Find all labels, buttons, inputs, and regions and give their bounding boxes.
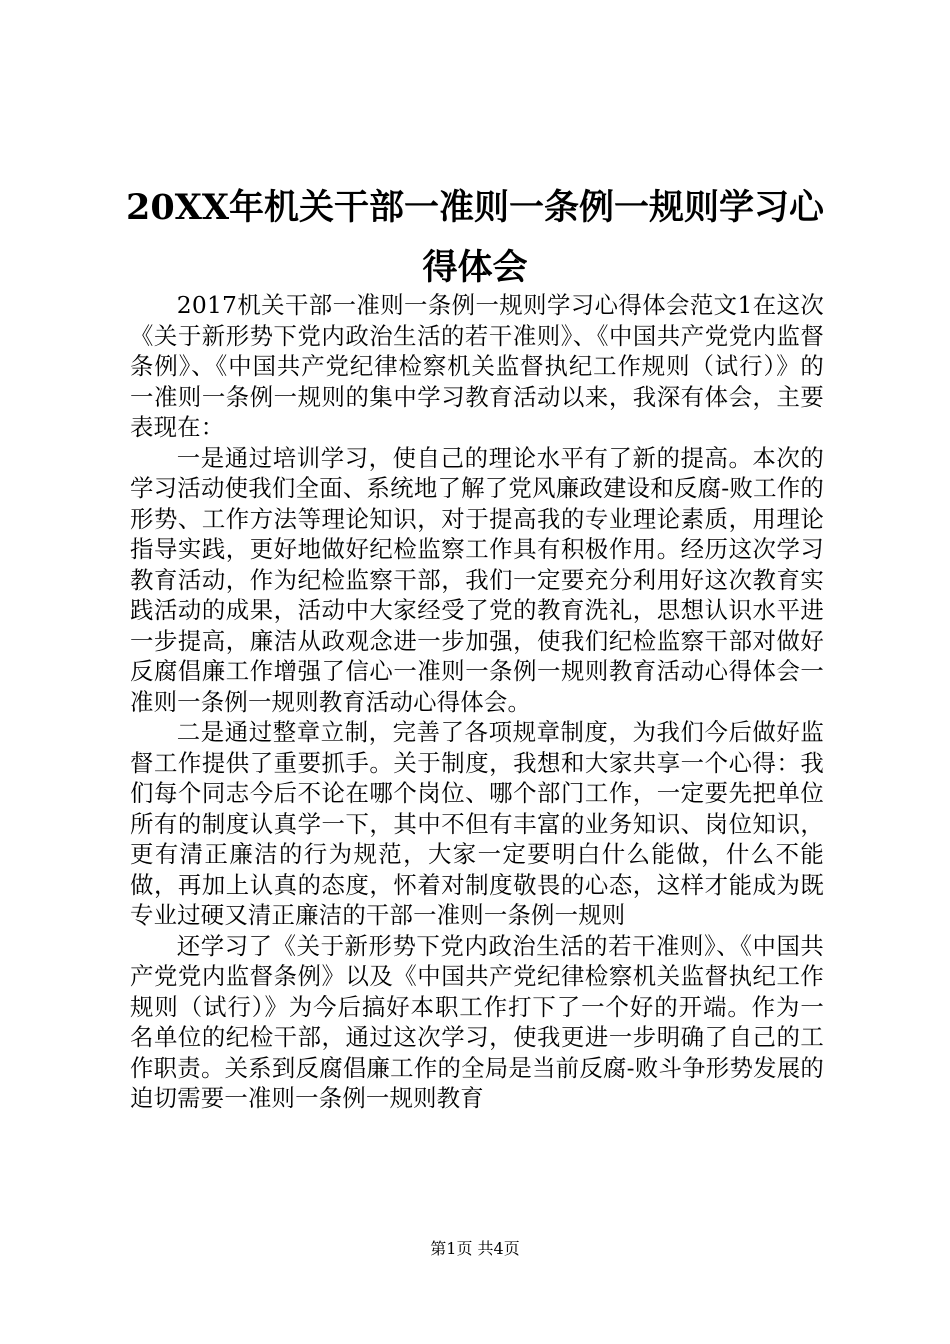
paragraph-3: 二是通过整章立制，完善了各项规章制度，为我们今后做好监督工作提供了重要抓手。关于制度，我想和大家共享一个心得：我们每个同志今后不论在哪个岗位、哪个部门工作，一定要先把单位所有的制度认真学一下，其中不但有丰富的业务知识、岗位知识，更有清正廉洁的行为规范，大家一定要明白什么能做，什么不能做，再加上认真的态度，怀着对制度敬畏的心态，这样才能成为既专业过硬又清正廉洁的干部一准则一条例一规则	[130, 718, 824, 929]
paragraph-2: 一是通过培训学习，使自己的理论水平有了新的提高。本次的学习活动使我们全面、系统地了解了党风廉政建设和反腐-败工作的形势、工作方法等理论知识，对于提高我的专业理论素质，用理论指导实践，更好地做好纪检监察工作具有积极作用。经历这次学习教育活动，作为纪检监察干部，我们一定要充分利用好这次教育实践活动的成果，活动中大家经受了党的教育洗礼，思想认识水平进一步提高，廉洁从政观念进一步加强，使我们纪检监察干部对做好反腐倡廉工作增强了信心一准则一条例一规则教育活动心得体会一准则一条例一规则教育活动心得体会。	[130, 443, 824, 716]
document-title: 20XX年机关干部一准则一条例一规则学习心得体会	[125, 187, 825, 288]
document-body	[130, 290, 824, 1114]
paragraph-1: 2017机关干部一准则一条例一规则学习心得体会范文1在这次《关于新形势下党内政治生活的若干准则》、《中国共产党党内监督条例》、《中国共产党纪律检察机关监督执纪工作规则（试行）》的一准则一条例一规则的集中学习教育活动以来，我深有体会，主要表现在：	[130, 291, 824, 441]
paragraph-4: 还学习了《关于新形势下党内政治生活的若干准则》、《中国共产党党内监督条例》以及《中国共产党纪律检察机关监督执纪工作规则（试行）》为今后搞好本职工作打下了一个好的开端。作为一名单位的纪检干部，通过这次学习，使我更进一步明确了自己的工作职责。关系到反腐倡廉工作的全局是当前反腐-败斗争形势发展的迫切需要一准则一条例一规则教育	[130, 931, 824, 1112]
page-footer: 第1页 共4页	[430, 1239, 520, 1258]
